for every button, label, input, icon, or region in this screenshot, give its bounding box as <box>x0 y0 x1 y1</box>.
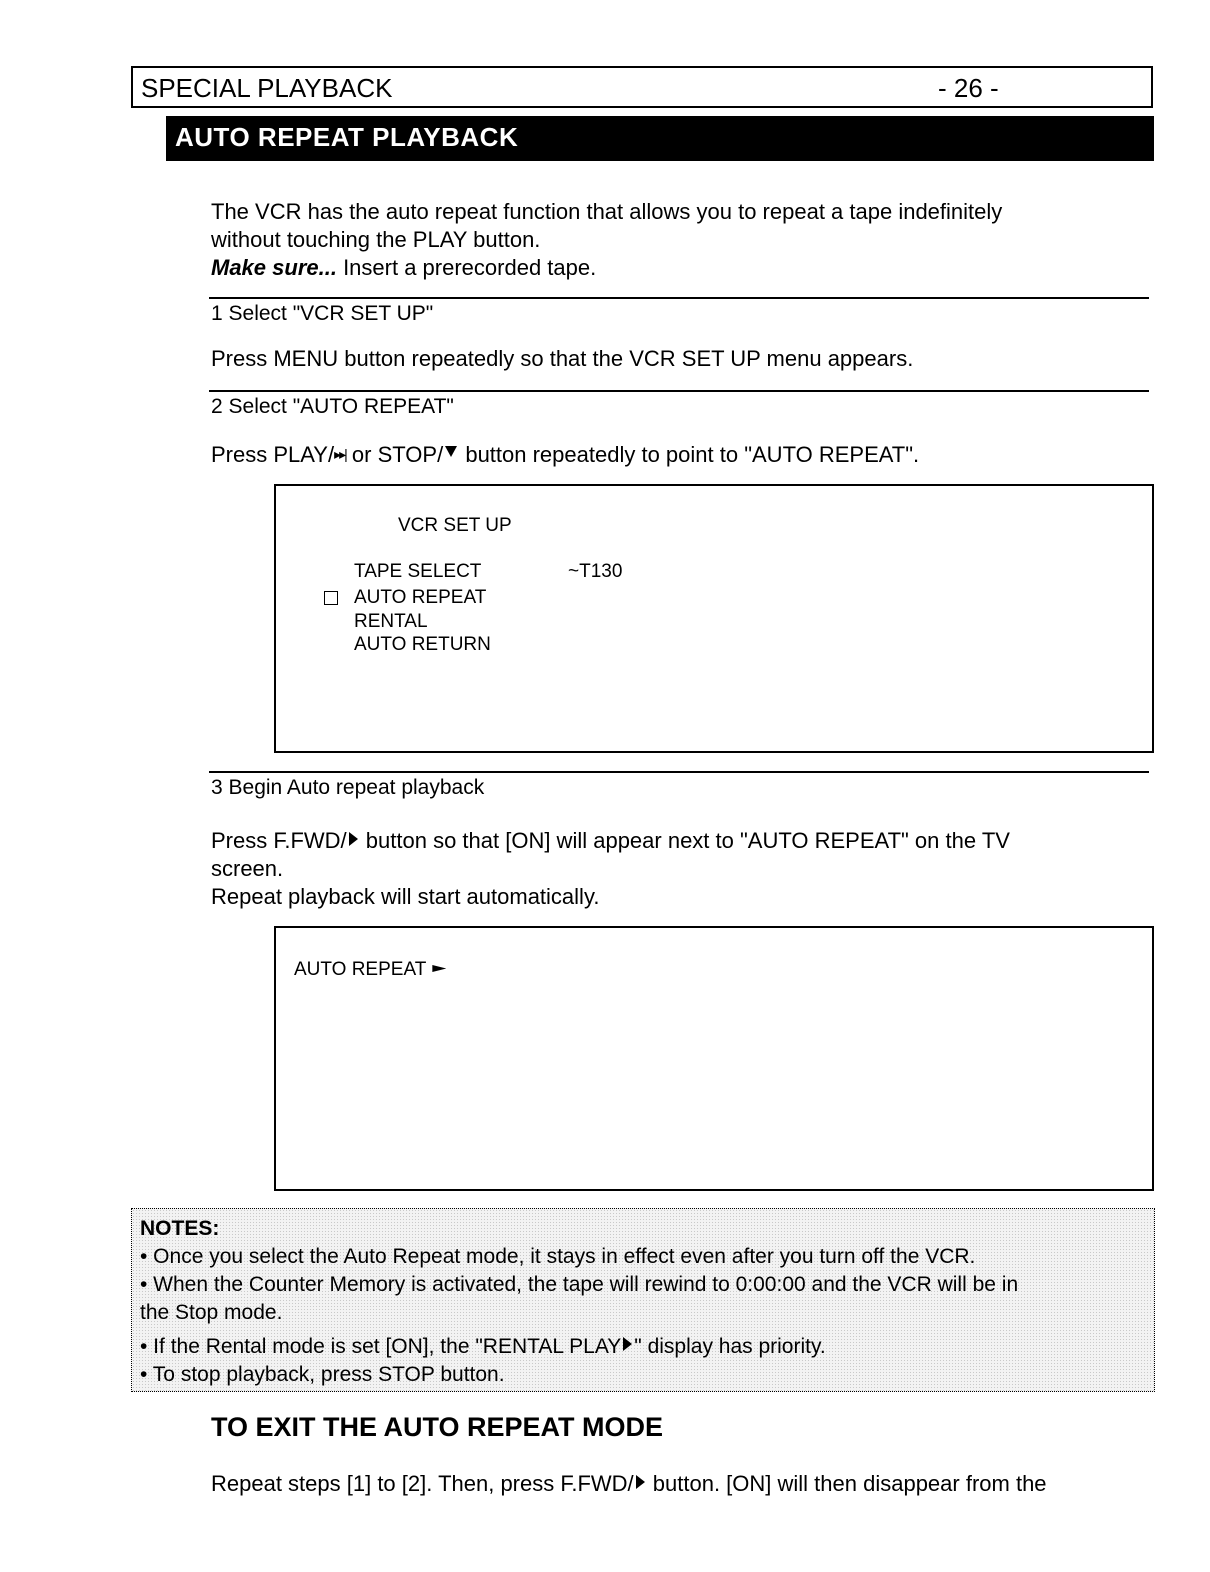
make-sure-label: Make sure... <box>211 255 337 280</box>
menu-item-auto-repeat: AUTO REPEAT <box>354 587 487 608</box>
note-item-part-a: • If the Rental mode is set [ON], the "RENTAL PLAY <box>140 1335 622 1358</box>
step-3-text <box>211 827 1151 911</box>
intro-line-2: without touching the PLAY button. <box>211 227 541 252</box>
menu-item-rental: RENTAL <box>354 611 428 632</box>
step-2-divider <box>209 390 1149 392</box>
note-item: • When the Counter Memory is activated, the tape will rewind to 0:00:00 and the VCR will be in <box>140 1273 1019 1296</box>
menu-title: VCR SET UP <box>398 515 512 536</box>
repeat-arrow-icon <box>432 965 446 972</box>
exit-text-a: Repeat steps [1] to [2]. Then, press F.FWD/ <box>211 1471 634 1496</box>
menu-item-tape-select-value: ~T130 <box>568 561 623 582</box>
step-3-text-a: Press F.FWD/ <box>211 828 347 853</box>
note-item: • Once you select the Auto Repeat mode, it stays in effect even after you turn off the VCR. <box>140 1245 976 1268</box>
step-3-divider <box>209 771 1149 773</box>
play-arrow-icon <box>636 1475 645 1489</box>
note-item-part-b: " display has priority. <box>634 1335 826 1358</box>
page-title: AUTO REPEAT PLAYBACK <box>175 122 519 152</box>
exit-heading: TO EXIT THE AUTO REPEAT MODE <box>211 1412 664 1442</box>
step-3-line-2: screen. <box>211 856 284 881</box>
exit-text-b: button. [ON] will then disappear from the <box>646 1471 1047 1496</box>
step-1-divider <box>209 297 1149 299</box>
step-3-line-3: Repeat playback will start automatically. <box>211 884 600 909</box>
menu-screen <box>274 484 1154 753</box>
intro-paragraph <box>211 198 1151 282</box>
intro-line-1: The VCR has the auto repeat function that allows you to repeat a tape indefinitely <box>211 199 1003 224</box>
note-item: the Stop mode. <box>140 1301 283 1324</box>
notes-heading: NOTES: <box>140 1217 220 1240</box>
step-2-text-c: button repeatedly to point to "AUTO REPEAT". <box>459 442 920 467</box>
step-2-text <box>211 440 919 469</box>
section-title: SPECIAL PLAYBACK <box>141 73 393 103</box>
page-header <box>131 66 1153 108</box>
make-sure-text: Insert a prerecorded tape. <box>336 255 597 280</box>
osd-label: AUTO REPEAT <box>294 959 427 980</box>
step-3-label: 3 Begin Auto repeat playback <box>211 776 485 799</box>
step-3-line-1 <box>211 827 1151 855</box>
step-2-label: 2 Select "AUTO REPEAT" <box>211 395 454 418</box>
note-item: • To stop playback, press STOP button. <box>140 1363 505 1386</box>
notes-box <box>131 1208 1155 1392</box>
step-2-text-b: or STOP/ <box>351 442 444 467</box>
note-item <box>140 1333 1152 1361</box>
play-ffwd-icon: ▸▸| <box>334 446 346 462</box>
play-arrow-icon <box>349 832 358 846</box>
cursor-box-icon <box>324 591 338 605</box>
menu-item-tape-select: TAPE SELECT <box>354 561 482 582</box>
step-3-text-b: button so that [ON] will appear next to "AUTO REPEAT" on the TV <box>359 828 1010 853</box>
step-1-label: 1 Select "VCR SET UP" <box>211 302 434 325</box>
menu-item-auto-return: AUTO RETURN <box>354 634 491 655</box>
make-sure-line <box>211 254 1151 282</box>
step-1-text: Press MENU button repeatedly so that the VCR SET UP menu appears. <box>211 346 914 371</box>
play-arrow-icon <box>623 1337 632 1351</box>
osd-text <box>294 958 446 981</box>
osd-screen <box>274 926 1154 1191</box>
step-2-text-a: Press PLAY/ <box>211 442 335 467</box>
stop-down-icon <box>445 446 457 457</box>
exit-text <box>211 1470 1047 1498</box>
notes-content <box>140 1215 1152 1389</box>
page-number: - 26 - <box>938 73 999 103</box>
title-bar <box>166 116 1154 161</box>
